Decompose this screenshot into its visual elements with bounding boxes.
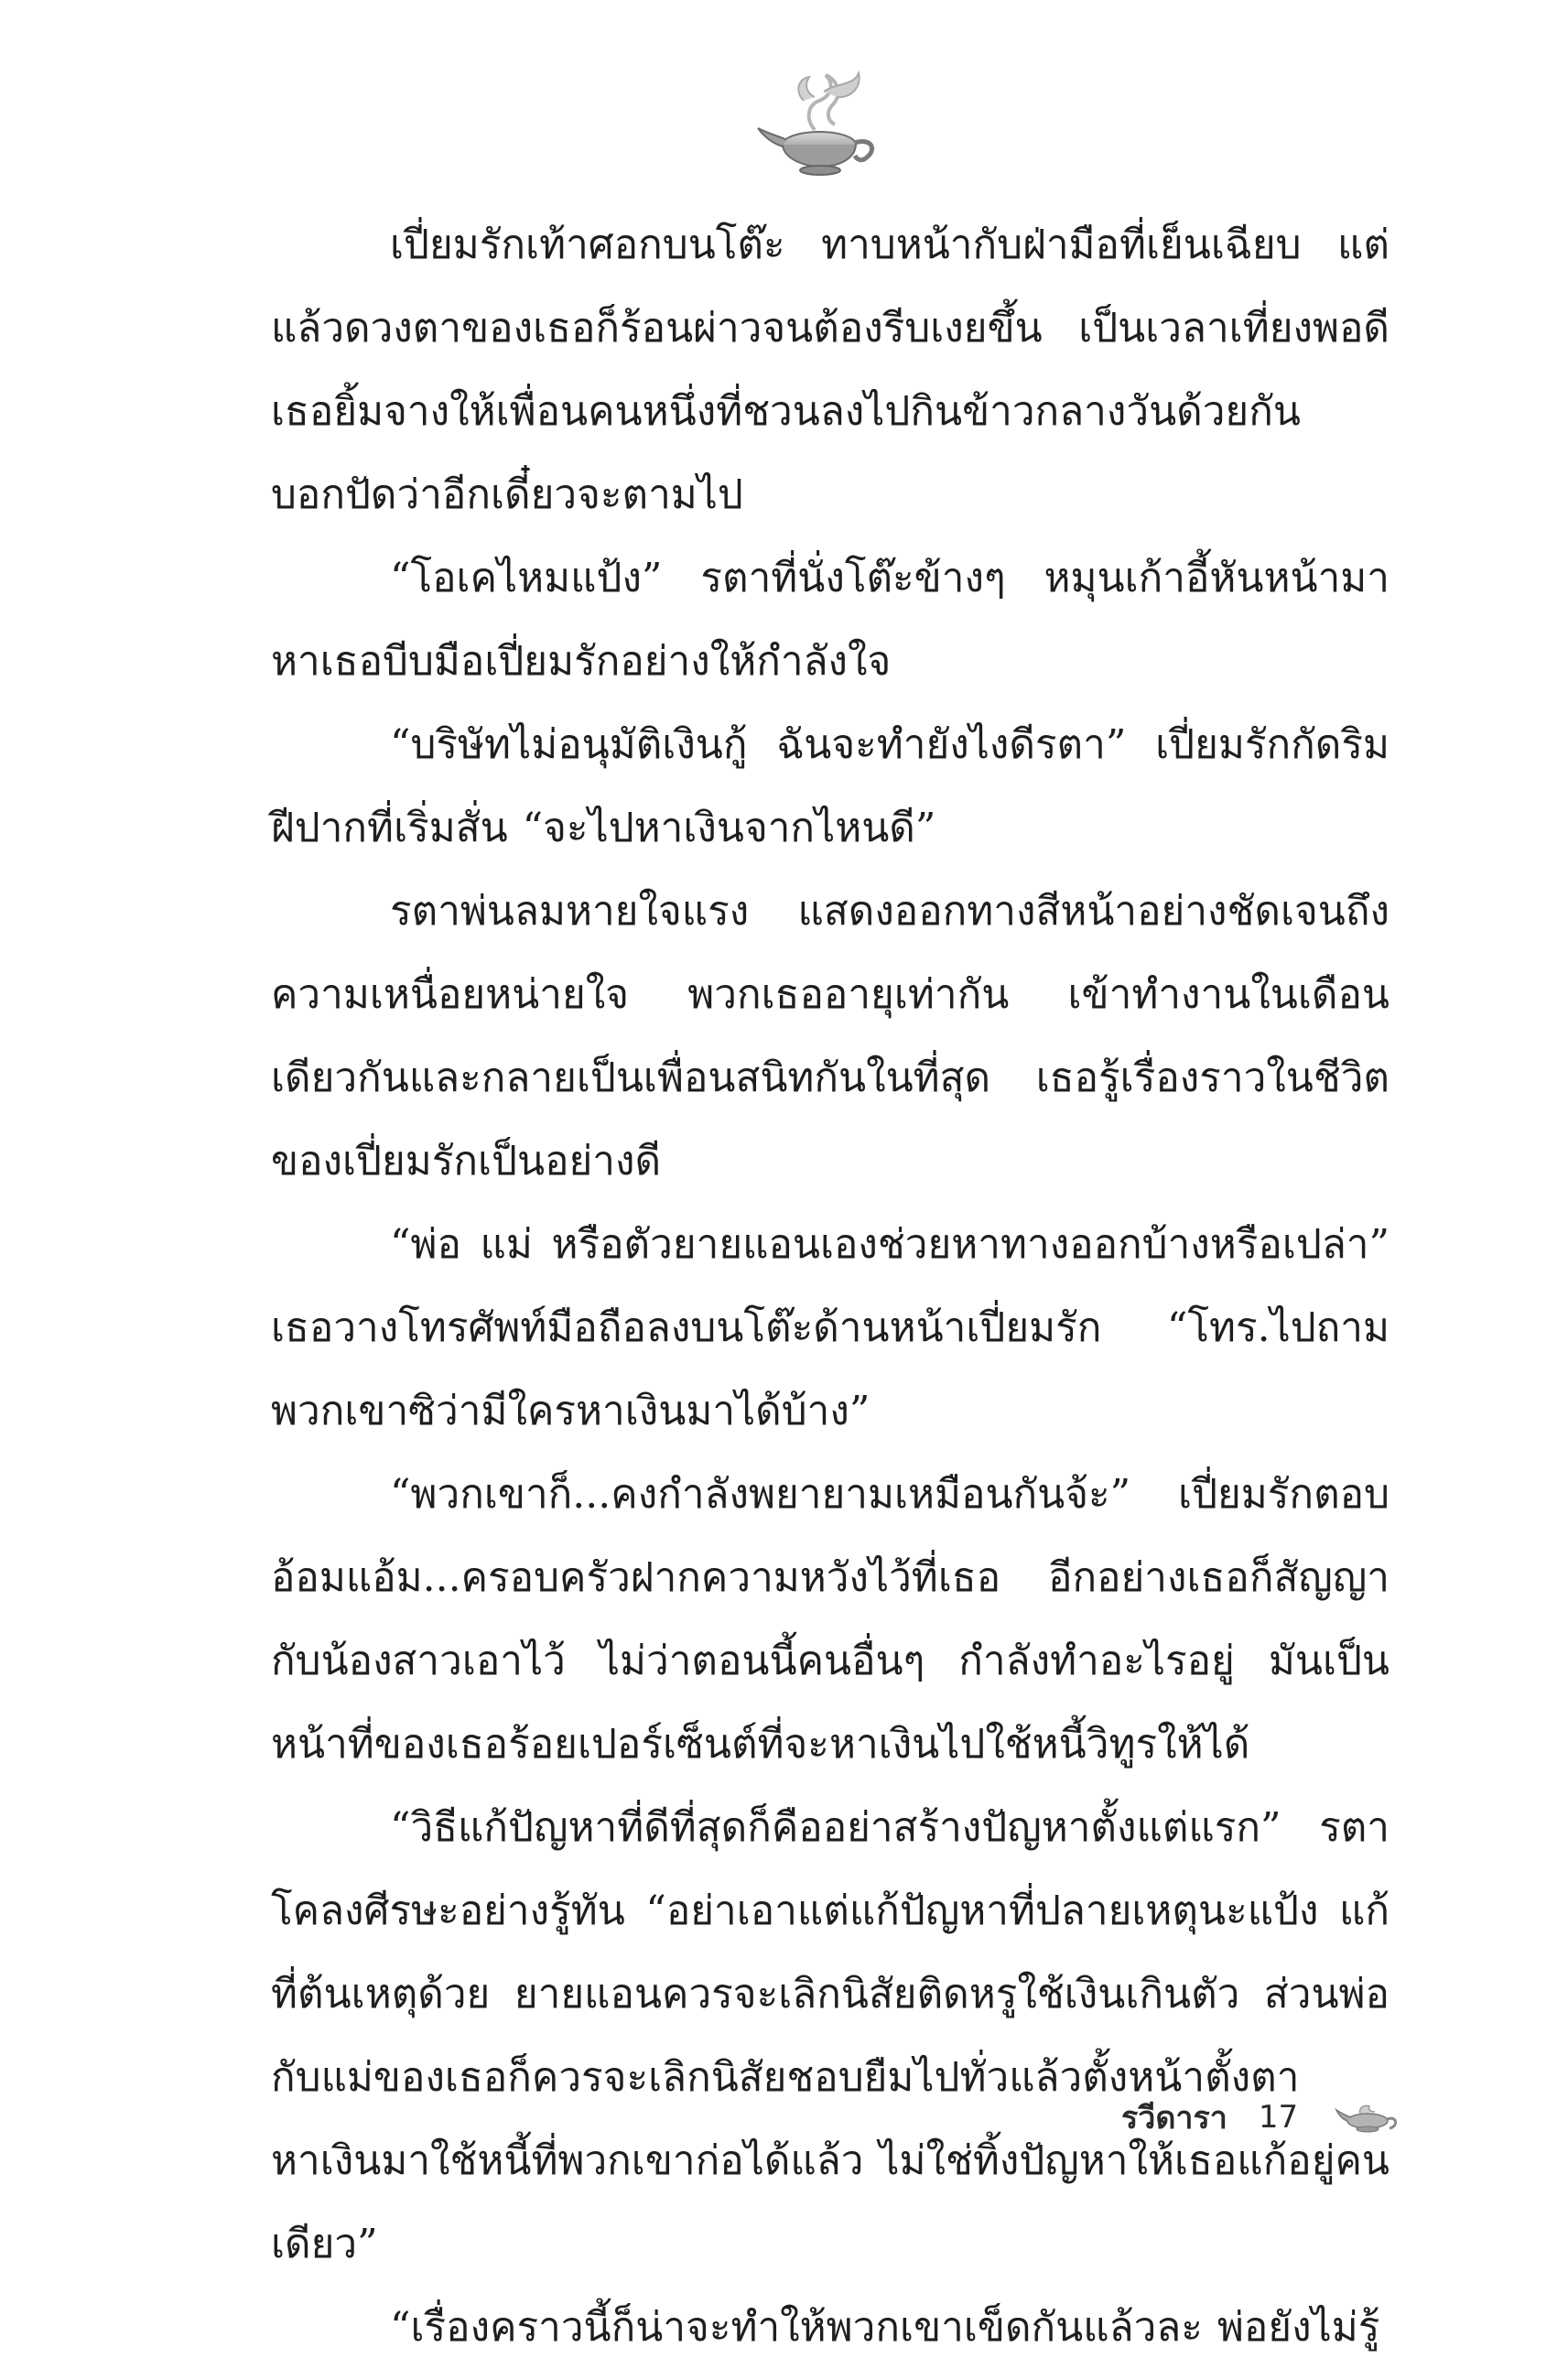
genie-lamp-icon [751,64,888,183]
paragraph: “บริษัทไม่อนุมัติเงินกู้ ฉันจะทำยังไงดีรตา” เปี่ยมรักกัดริมฝีปากที่เริ่มสั่น “จะไปหาเงินจากไหนดี” [271,721,1390,851]
paragraph: รตาพ่นลมหายใจแรง แสดงออกทางสีหน้าอย่างชัดเจนถึงความเหนื่อยหน่ายใจ พวกเธออายุเท่ากัน เข้าทำงานในเดือนเดียวกันและกลายเป็นเพื่อนสนิทกันในที่สุด เธอรู้เรื่องราวในชีวิตของเปี่ยมรักเป็นอย่างดี [271,888,1390,1184]
genie-lamp-icon [1335,2101,1399,2134]
book-title: รวีดารา [1121,2100,1227,2136]
paragraph: “พ่อ แม่ หรือตัวยายแอนเองช่วยหาทางออกบ้างหรือเปล่า” เธอวางโทรศัพท์มือถือลงบนโต๊ะด้านหน้าเปี่ยมรัก “โทร.ไปถามพวกเขาซิว่ามีใครหาเงินมาได้บ้าง” [271,1221,1390,1434]
page-footer [1121,2085,1451,2149]
paragraph: “เรื่องคราวนี้ก็น่าจะทำให้พวกเขาเข็ดกันแล้วละ พ่อยังไม่รู้ [390,2304,1380,2351]
paragraph: “พวกเขาก็...คงกำลังพยายามเหมือนกันจ้ะ” เปี่ยมรักตอบอ้อมแอ้ม...ครอบครัวฝากความหวังไว้ที่เธอ อีกอย่างเธอก็สัญญากับน้องสาวเอาไว้ ไม่ว่าตอนนี้คนอื่นๆ กำลังทำอะไรอยู่ มันเป็นหน้าที่ของเธอร้อยเปอร์เซ็นต์ที่จะหาเงินไปใช้หนี้วิทูรให้ได้ [271,1471,1390,1768]
page-number: 17 [1258,2099,1299,2136]
paragraph: เปี่ยมรักเท้าศอกบนโต๊ะ ทาบหน้ากับฝ่ามือที่เย็นเฉียบ แต่แล้วดวงตาของเธอก็ร้อนผ่าวจนต้องรีบเงยขึ้น เป็นเวลาเที่ยงพอดี เธอยิ้มจางให้เพื่อนคนหนึ่งที่ชวนลงไปกินข้าวกลางวันด้วยกัน บอกปัดว่าอีกเดี๋ยวจะตามไป [271,222,1390,518]
body-text [271,203,1390,2369]
paragraph: “โอเคไหมแป้ง” รตาที่นั่งโต๊ะข้างๆ หมุนเก้าอี้หันหน้ามาหาเธอบีบมือเปี่ยมรักอย่างให้กำลังใจ [271,555,1390,685]
paragraph: “วิธีแก้ปัญหาที่ดีที่สุดก็คืออย่าสร้างปัญหาตั้งแต่แรก” รตาโคลงศีรษะอย่างรู้ทัน “อย่าเอาแต่แก้ปัญหาที่ปลายเหตุนะแป้ง แก้ที่ต้นเหตุด้วย ยายแอนควรจะเลิกนิสัยติดหรูใช้เงินเกินตัว ส่วนพ่อกับแม่ของเธอก็ควรจะเลิกนิสัยชอบยืมไปทั่วแล้วตั้งหน้าตั้งตาหาเงินมาใช้หนี้ที่พวกเขาก่อได้แล้ว ไม่ใช่ทิ้งปัญหาให้เธอแก้อยู่คนเดียว” [271,1804,1390,2267]
